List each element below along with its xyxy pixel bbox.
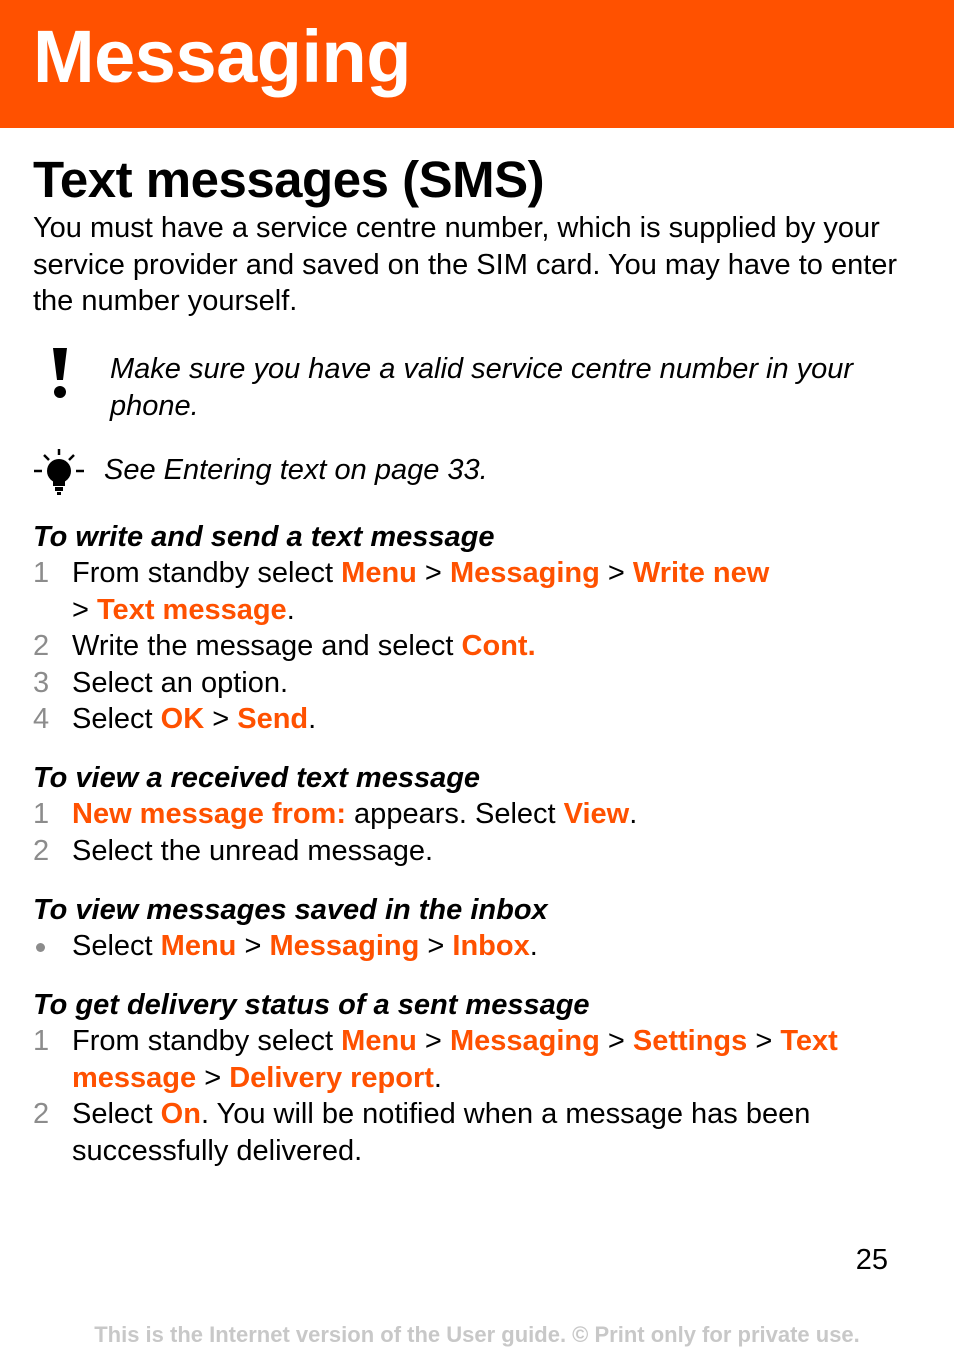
separator: > [599, 557, 633, 589]
step-item [33, 665, 923, 702]
menu-link[interactable]: Inbox [452, 930, 530, 962]
step-item [33, 1023, 923, 1096]
step-text: . [286, 593, 295, 626]
separator: > [419, 930, 453, 962]
task-heading-view: To view a received text message [33, 762, 481, 794]
menu-link[interactable]: Send [237, 703, 309, 735]
step-number: 4 [33, 703, 50, 735]
separator: > [747, 1025, 781, 1057]
separator: > [416, 557, 450, 589]
separator: > [196, 1061, 230, 1094]
step-number: 2 [33, 834, 50, 867]
step-text: Write the message and select [72, 630, 462, 662]
step-text: Select [72, 930, 161, 962]
step-text: . [529, 930, 538, 962]
steps-inbox [33, 928, 923, 965]
step-text: . [433, 1061, 442, 1094]
warning-note: Make sure you have a valid service centre number in your phone. [110, 353, 854, 422]
menu-link[interactable]: Text message [97, 593, 287, 626]
step-text: From standby select [72, 1025, 342, 1057]
steps-write [33, 555, 923, 738]
menu-link[interactable]: Delivery report [229, 1061, 434, 1094]
bullet-icon [36, 943, 45, 952]
menu-link[interactable]: Menu [160, 930, 237, 962]
tip-note: See Entering text on page 33. [104, 454, 488, 486]
task-heading-write: To write and send a text message [33, 521, 495, 553]
step-item [33, 628, 923, 665]
exclamation-icon [44, 346, 76, 400]
step-item [33, 796, 923, 833]
step-text: . [308, 703, 317, 735]
menu-link[interactable]: On [160, 1098, 201, 1130]
menu-link[interactable]: Cont. [461, 630, 536, 662]
step-item [33, 833, 923, 870]
intro-paragraph: You must have a service centre number, which is supplied by your service provider and saved on the SIM card. You may have to enter the number yourself. [33, 212, 898, 317]
step-number: 2 [33, 630, 50, 662]
step-item [33, 701, 923, 738]
menu-link[interactable]: Write new [632, 557, 770, 589]
separator: > [416, 1025, 450, 1057]
menu-link[interactable]: Menu [341, 1025, 417, 1057]
chapter-title: Messaging [33, 15, 411, 98]
steps-view [33, 796, 923, 869]
footer-notice: This is the Internet version of the User guide. © Print only for private use. [94, 1322, 860, 1347]
step-text: Select [72, 703, 161, 735]
menu-link[interactable]: OK [160, 703, 205, 735]
step-text: appears. Select [346, 798, 564, 830]
step-item [33, 1096, 923, 1169]
menu-link[interactable]: Messaging [449, 557, 600, 589]
step-item [33, 928, 923, 965]
step-text: . You will be notified when a message has been successfully delivered. [72, 1098, 811, 1167]
task-heading-inbox: To view messages saved in the inbox [33, 894, 548, 926]
step-text: Select the unread message. [72, 834, 434, 867]
menu-link[interactable]: Menu [341, 557, 417, 589]
step-number: 2 [33, 1098, 50, 1130]
menu-link[interactable]: New message from: [72, 798, 346, 830]
steps-delivery [33, 1023, 923, 1169]
step-text: From standby select [72, 557, 342, 589]
page-number: 25 [855, 1244, 888, 1276]
step-number: 1 [33, 1025, 50, 1057]
menu-link[interactable]: Settings [632, 1025, 748, 1057]
menu-link[interactable]: Text message [72, 1025, 838, 1094]
step-text: . [629, 798, 638, 830]
separator: > [72, 593, 97, 626]
step-number: 3 [33, 666, 50, 699]
lightbulb-icon [32, 449, 86, 499]
step-item [33, 555, 923, 628]
separator: > [236, 930, 270, 962]
step-number: 1 [33, 557, 50, 589]
section-title: Text messages (SMS) [33, 151, 545, 208]
separator: > [599, 1025, 633, 1057]
chapter-banner [0, 0, 954, 128]
menu-link[interactable]: View [563, 798, 630, 830]
step-text: Select [72, 1098, 161, 1130]
step-number: 1 [33, 798, 50, 830]
task-heading-delivery: To get delivery status of a sent message [33, 989, 590, 1021]
step-text: Select an option. [72, 666, 289, 699]
separator: > [204, 703, 238, 735]
menu-link[interactable]: Messaging [449, 1025, 600, 1057]
menu-link[interactable]: Messaging [269, 930, 420, 962]
